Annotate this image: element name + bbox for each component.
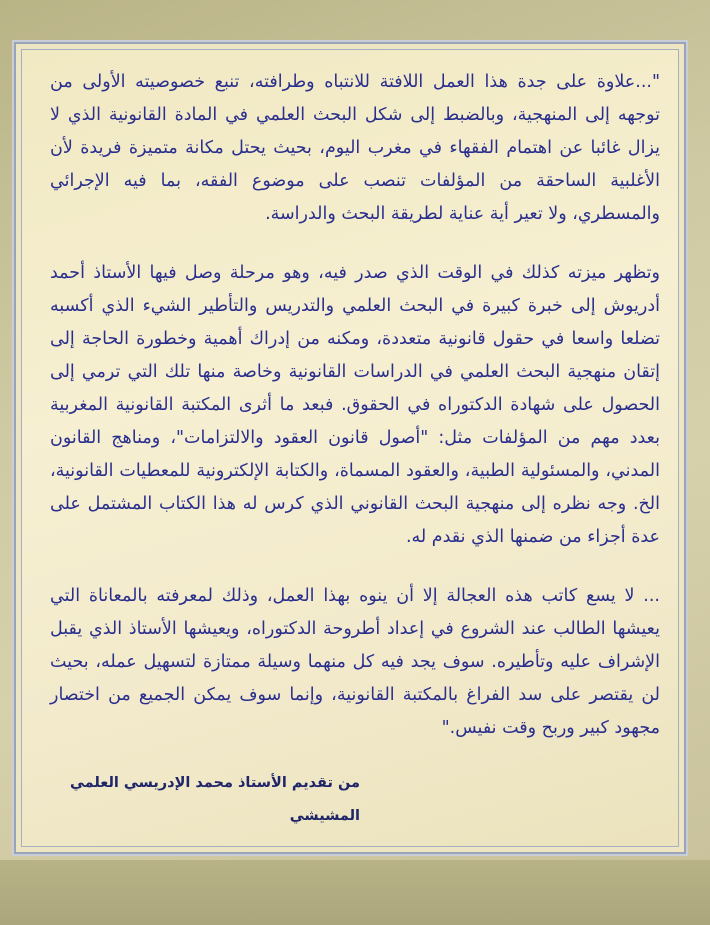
text-panel: [14, 42, 686, 854]
attribution: من تقديم الأستاذ محمد الإدريسي العلمي المشيشي: [69, 775, 360, 824]
paragraph-3: ... لا يسع كاتب هذه العجالة إلا أن ينوه بهذا العمل، وذلك لمعرفته بالمعاناة التي يعيشها الطالب عند الشروع في إعداد أطروحة الدكتوراه، ويعيشها الأستاذ الذي يقبل الإشراف عليه وتأطيره. سوف يجد فيه كل منهما وسيلة ممتازة لتسهيل عمله، بحيث لن يقتصر على سد الفراغ بالمكتبة القانونية، وإنما سوف يمكن الجميع من اختصار مجهود كبير وربح وقت نفيس.": [50, 586, 660, 738]
cover-bottom-band: [0, 860, 710, 925]
paragraph-1: "...علاوة على جدة هذا العمل اللافتة للانتباه وطرافته، تنبع خصوصيته الأولى من توجهه إلى المنهجية، وبالضبط إلى شكل البحث العلمي في المادة القانونية الذي لا يزال غائبا عن اهتمام الفقهاء في مغرب اليوم، بحيث يحتل مكانة متميزة فريدة لأن الأغلبية الساحقة من المؤلفات تنصب على موضوع الفقه، بما فيه الإجرائي والمسطري، ولا تعير أية عناية لطريقة البحث والدراسة.: [50, 72, 660, 224]
paragraph-2: وتظهر ميزته كذلك في الوقت الذي صدر فيه، وهو مرحلة وصل فيها الأستاذ أحمد أدريوش إلى خبرة كبيرة في البحث العلمي والتدريس والتأطير الشيء الذي أكسبه تضلعا واسعا في حقول قانونية متعددة، ومكنه من إدراك أهمية وخطورة الحاجة إلى إتقان منهجية البحث العلمي في الدراسات القانونية وخاصة منها تلك التي ترمي إلى الحصول على شهادة الدكتوراه في الحقوق. فبعد ما أثرى المكتبة القانونية المغربية بعدد مهم من المؤلفات مثل: "أصول قانون العقود والالتزامات"، ومناهج القانون المدني، والمسئولية الطبية، والعقود المسماة، والكتابة الإلكترونية للمعطيات القانونية، الخ. وجه نظره إلى منهجية البحث القانوني الذي كرس له هذا الكتاب المشتمل على عدة أجزاء من ضمنها الذي نقدم له.: [50, 263, 660, 547]
preface-text: [50, 66, 660, 833]
